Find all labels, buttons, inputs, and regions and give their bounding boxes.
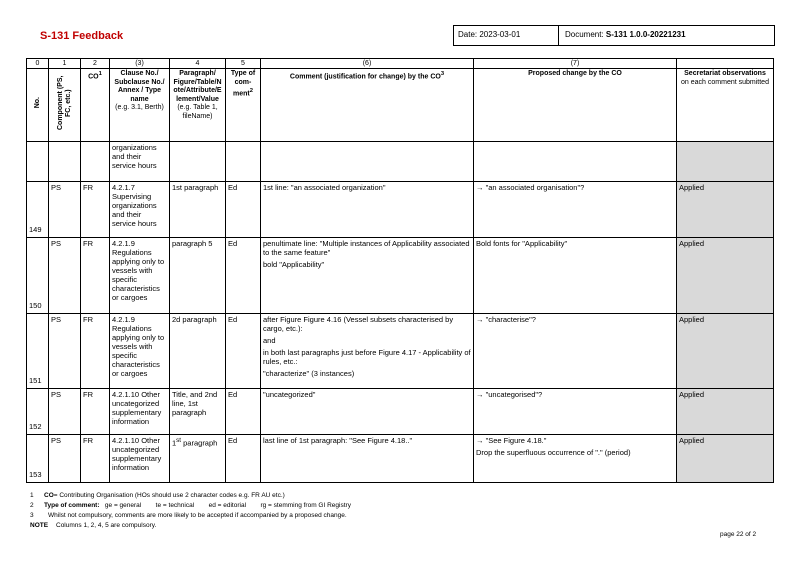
header-row	[27, 69, 774, 142]
col-num-1: 1	[49, 59, 81, 69]
footnote: NOTE Columns 1, 2, 4, 5 are compulsory.	[30, 522, 157, 529]
doc-title: S-131 Feedback	[40, 30, 124, 42]
col-num-7: (7)	[474, 59, 677, 69]
footnote: 3 Whilst not compulsory, comments are more likely to be accepted if accompanied by a proposed change.	[30, 512, 347, 519]
date-field: Date: 2023-03-01	[454, 26, 559, 45]
header-paragraph: Paragraph/ Figure/Table/N ote/Attribute/E lement/Value (e.g. Table 1, fileName)	[170, 69, 226, 142]
header-type: Type of com- ment$^2$	[226, 69, 261, 142]
document-field: Document: S-131 1.0.0-20221231	[565, 30, 686, 39]
table-row: 152 PS FR 4.2.1.10 Other uncategorized supplementary information Title, and 2nd line, 1st paragraph Ed "uncategorized" → "uncategorised"? Applied	[27, 388, 774, 434]
header-component: Component (PS, FC, etc.)	[49, 69, 81, 142]
table-row: 151 PS FR 4.2.1.9 Regulations applying only to vessels with specific characteristics or cargoes 2d paragraph Ed after Figure Figure 4.16 (Vessel subsets characterised by cargo, etc.): and in both last paragraphs just before Figure 4.17 - Applicability of rules, etc.: "characterize" (3 instances) → "characterise"? Applied	[27, 313, 774, 388]
header-secretariat: Secretariat observations on each comment submitted	[677, 69, 774, 142]
table-row: 150 PS FR 4.2.1.9 Regulations applying only to vessels with specific characteristics or cargoes paragraph 5 Ed penultimate line: "Multiple instances of Applicability associated to the same feature" bold "Applicability" Bold fonts for "Applicability" Applied	[27, 237, 774, 313]
table-row: 149 PS FR 4.2.1.7 Supervising organizations and their service hours 1st paragraph Ed 1st line: "an associated organization" → "an associated organisation"? Applied	[27, 181, 774, 237]
col-num-0: 0	[27, 59, 49, 69]
col-num-6: (6)	[261, 59, 474, 69]
header-box	[453, 25, 775, 46]
col-num-5: 5	[226, 59, 261, 69]
column-number-row	[27, 59, 774, 69]
header-co: $CO^1$	[81, 69, 110, 142]
footnote: 2 Type of comment: ge = general te = technical ed = editorial rg = stemming from GI Registry	[30, 502, 351, 509]
col-num-3: (3)	[110, 59, 170, 69]
document-value: S-131 1.0.0-20221231	[605, 30, 686, 39]
col-num-8	[677, 59, 774, 69]
table-row: organizations and their service hours	[27, 141, 774, 181]
footnotes	[30, 491, 351, 531]
feedback-table	[26, 58, 774, 483]
table-row: 153 PS FR 4.2.1.10 Other uncategorized supplementary information 1st paragraph Ed last line of 1st paragraph: "See Figure 4.18.." → "See Figure 4.18." Drop the superfluous occurrence of "." (period) Applied	[27, 434, 774, 482]
header-proposed: Proposed change by the CO	[474, 69, 677, 142]
footnote: 1 CO = Contributing Organisation (HOs should use 2 character codes e.g. FR AU etc.)	[30, 492, 285, 499]
col-num-2: 2	[81, 59, 110, 69]
header-clause: Clause No./ Subclause No./ Annex / Type name (e.g. 3.1, Berth)	[110, 69, 170, 142]
header-comment: Comment (justification for change) by the $CO^3$	[261, 69, 474, 142]
page-number: page 22 of 2	[720, 531, 757, 538]
header-no: No.	[27, 69, 49, 142]
col-num-4: 4	[170, 59, 226, 69]
